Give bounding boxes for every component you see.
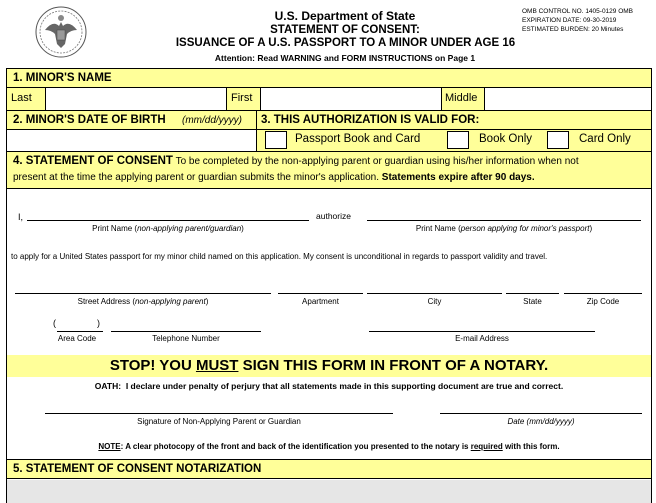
first-name-label: First xyxy=(231,92,253,104)
city-line[interactable] xyxy=(367,293,502,294)
section-5-header xyxy=(7,459,651,479)
caption-street: Street Address (non-applying parent) xyxy=(77,297,209,306)
section-2-3-header xyxy=(7,111,651,130)
last-name-input[interactable] xyxy=(46,88,226,110)
caption-city: City xyxy=(427,297,442,306)
section-4-title: 4. STATEMENT OF CONSENT xyxy=(13,155,173,167)
section-2-title: 2. MINOR'S DATE OF BIRTH xyxy=(13,114,166,126)
middle-name-label: Middle xyxy=(445,92,478,104)
date-line[interactable] xyxy=(440,413,642,414)
i-label: I, xyxy=(18,212,24,222)
section-4-header xyxy=(7,152,651,189)
caption-signature: Signature of Non-Applying Parent or Guardian xyxy=(137,417,301,426)
area-code-line[interactable] xyxy=(57,331,103,332)
card-only-label: Card Only xyxy=(579,133,631,145)
area-code-close-paren: ) xyxy=(97,318,100,328)
section-1-header xyxy=(7,69,651,88)
dob-format: (mm/dd/yyyy) xyxy=(182,115,242,126)
dob-input[interactable] xyxy=(7,130,256,151)
oath-statement: OATH: I declare under penalty of perjury that all statements made in this supporting document are true and correct. xyxy=(94,381,564,391)
book-and-card-label: Passport Book and Card xyxy=(295,133,421,145)
book-and-card-checkbox[interactable] xyxy=(265,131,287,149)
omb-expiration: EXPIRATION DATE: 09-30-2019 xyxy=(522,17,617,24)
caption-state: State xyxy=(523,297,542,306)
caption-telephone: Telephone Number xyxy=(152,334,220,343)
section-5-title: 5. STATEMENT OF CONSENT NOTARIZATION xyxy=(13,463,262,475)
state-line[interactable] xyxy=(506,293,559,294)
card-only-checkbox[interactable] xyxy=(547,131,569,149)
minor-name-row xyxy=(7,88,651,111)
book-only-checkbox[interactable] xyxy=(447,131,469,149)
street-address-line[interactable] xyxy=(15,293,271,294)
non-applying-name-line[interactable] xyxy=(27,220,309,221)
attention-notice: Attention: Read WARNING and FORM INSTRUCTIONS on Page 1 xyxy=(214,53,476,63)
applying-name-line[interactable] xyxy=(367,220,641,221)
caption-non-applying-name: Print Name (non-applying parent/guardian) xyxy=(92,224,244,233)
photocopy-note: NOTE: A clear photocopy of the front and back of the identification you presented to the notary is required with this form. xyxy=(98,442,560,451)
authorization-options xyxy=(257,130,651,152)
book-only-label: Book Only xyxy=(479,133,533,145)
caption-apartment: Apartment xyxy=(302,297,339,306)
form-title-line2: ISSUANCE OF A U.S. PASSPORT TO A MINOR UNDER AGE 16 xyxy=(175,37,516,49)
omb-control: OMB CONTROL NO. 1405-0129 OMB xyxy=(522,8,634,15)
notarization-area xyxy=(7,480,651,503)
caption-area-code: Area Code xyxy=(57,334,97,343)
area-code-open-paren: ( xyxy=(53,318,56,328)
section-4-desc-2: present at the time the applying parent or guardian submits the minor's application. xyxy=(13,172,380,183)
notary-warning: STOP! YOU MUST SIGN THIS FORM IN FRONT OF A NOTARY. xyxy=(7,355,651,377)
department-name: U.S. Department of State xyxy=(274,9,416,23)
caption-date: Date (mm/dd/yyyy) xyxy=(507,417,575,426)
section-4-desc-1: To be completed by the non-applying parent or guardian using his/her information when not xyxy=(175,156,579,167)
signature-line[interactable] xyxy=(45,413,393,414)
form-title-line1: STATEMENT OF CONSENT: xyxy=(270,24,420,36)
omb-burden: ESTIMATED BURDEN: 20 Minutes xyxy=(522,26,624,33)
middle-name-input[interactable] xyxy=(484,88,650,110)
caption-applying-name: Print Name (person applying for minor's passport) xyxy=(415,224,593,233)
department-of-state-seal-icon xyxy=(35,6,87,58)
telephone-line[interactable] xyxy=(111,331,261,332)
apartment-line[interactable] xyxy=(278,293,363,294)
first-name-input[interactable] xyxy=(261,88,441,110)
last-name-label: Last xyxy=(11,92,32,104)
section-3-title: 3. THIS AUTHORIZATION IS VALID FOR: xyxy=(261,114,480,126)
consent-form xyxy=(6,68,652,503)
consent-statement: to apply for a United States passport for my minor child named on this application. My consent is unconditional in regards to passport validity and travel. xyxy=(11,252,548,261)
caption-email: E-mail Address xyxy=(455,334,509,343)
caption-zip: Zip Code xyxy=(586,297,620,306)
zip-line[interactable] xyxy=(564,293,642,294)
expiry-note: Statements expire after 90 days. xyxy=(381,172,535,183)
email-line[interactable] xyxy=(369,331,595,332)
section-1-title: 1. MINOR'S NAME xyxy=(13,72,112,84)
authorize-label: authorize xyxy=(316,211,351,221)
